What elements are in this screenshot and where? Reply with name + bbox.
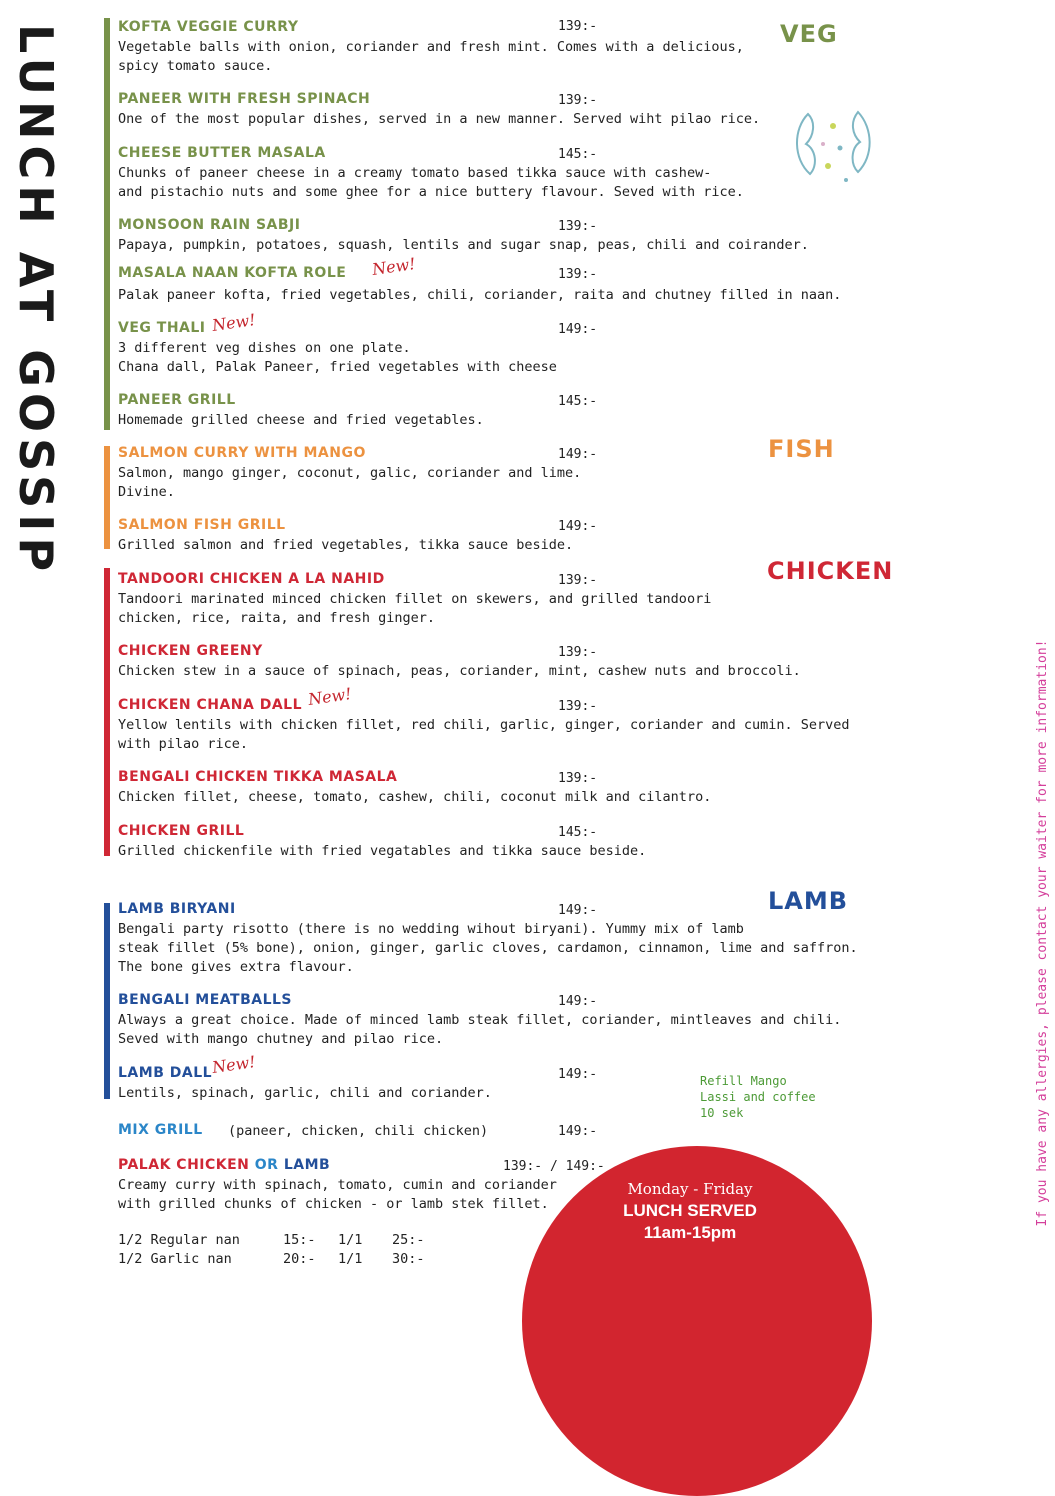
nan-full-label: 1/1 — [338, 1232, 363, 1248]
dish-price: 145:- — [558, 394, 598, 409]
nan-full-price: 30:- — [392, 1251, 425, 1267]
dish-name-palak — [118, 1157, 330, 1173]
dish-price: 145:- — [558, 147, 598, 162]
dish-description: Tandoori marinated minced chicken fillet on skewers, and grilled tandoori — [118, 591, 712, 607]
dish-note: (paneer, chicken, chili chicken) — [228, 1123, 489, 1139]
dish-price: 139:- — [558, 573, 598, 588]
dish-name: BENGALI CHICKEN TIKKA MASALA — [118, 769, 398, 785]
dish-description: with grilled chunks of chicken - or lamb stek fillet. — [118, 1196, 549, 1212]
dish-description: Papaya, pumpkin, potatoes, squash, lentils and sugar snap, peas, chili and coirander. — [118, 237, 809, 253]
dish-description: Seved with mango chutney and pilao rice. — [118, 1031, 444, 1047]
dish-description: Grilled salmon and fried vegetables, tikka sauce beside. — [118, 537, 574, 553]
dish-price: 139:- — [558, 19, 598, 34]
dish-description: Always a great choice. Made of minced lamb steak fillet, coriander, mintleaves and chili. — [118, 1012, 842, 1028]
dish-name: PANEER GRILL — [118, 392, 236, 408]
dish-price: 139:- — [558, 645, 598, 660]
dish-price: 149:- — [558, 1124, 598, 1139]
dish-price: 145:- — [558, 825, 598, 840]
dish-description: Lentils, spinach, garlic, chili and coriander. — [118, 1085, 492, 1101]
dish-name: CHICKEN GRILL — [118, 823, 245, 839]
refill-line: 10 sek — [700, 1106, 744, 1120]
dish-description: Palak paneer kofta, fried vegetables, chili, coriander, raita and chutney filled in naan. — [118, 287, 842, 303]
dish-description: 3 different veg dishes on one plate. — [118, 340, 411, 356]
dish-price: 149:- — [558, 1067, 598, 1082]
dish-price: 149:- — [558, 903, 598, 918]
dish-description: Divine. — [118, 484, 175, 500]
paisley-decoration-icon — [788, 104, 878, 192]
dish-name: LAMB DALL — [118, 1065, 213, 1081]
dish-description: Homemade grilled cheese and fried vegetables. — [118, 412, 484, 428]
dish-description: and pistachio nuts and some ghee for a nice buttery flavour. Seved with rice. — [118, 184, 744, 200]
nan-half-price: 15:- — [283, 1232, 316, 1248]
dish-name: CHICKEN GREENY — [118, 643, 263, 659]
dish-description: spicy tomato sauce. — [118, 58, 273, 74]
dish-name: MASALA NAAN KOFTA ROLE — [118, 265, 347, 281]
fish-section-bar — [104, 446, 110, 549]
dish-price: 139:- / 149:- — [503, 1159, 605, 1174]
refill-line: Lassi and coffee — [700, 1090, 816, 1104]
new-badge: New! — [210, 1052, 257, 1077]
section-heading-fish: FISH — [768, 435, 835, 463]
nan-label: 1/2 Regular nan — [118, 1232, 240, 1248]
dish-price: 139:- — [558, 267, 598, 282]
dish-description: Yellow lentils with chicken fillet, red chili, garlic, ginger, coriander and cumin. Served — [118, 717, 850, 733]
lamb-section-bar — [104, 903, 110, 1099]
dish-price: 149:- — [558, 447, 598, 462]
dish-name: PANEER WITH FRESH SPINACH — [118, 91, 371, 107]
dish-description: steak fillet (5% bone), onion, ginger, garlic cloves, cardamon, cinnamon, lime and saffron. — [118, 940, 858, 956]
nan-half-price: 20:- — [283, 1251, 316, 1267]
dish-price: 149:- — [558, 994, 598, 1009]
nan-label: 1/2 Garlic nan — [118, 1251, 232, 1267]
nan-full-price: 25:- — [392, 1232, 425, 1248]
new-badge: New! — [210, 310, 257, 335]
dish-name-part: PALAK CHICKEN — [118, 1157, 250, 1173]
section-heading-veg: VEG — [780, 20, 838, 48]
dish-name: CHICKEN CHANA DALL — [118, 697, 303, 713]
served-days: Monday - Friday — [627, 1180, 753, 1198]
dish-description: Chicken fillet, cheese, tomato, cashew, chili, coconut milk and cilantro. — [118, 789, 712, 805]
dish-name: SALMON FISH GRILL — [118, 517, 286, 533]
dish-name-part: OR — [254, 1157, 279, 1173]
dish-price: 149:- — [558, 322, 598, 337]
dish-description: with pilao rice. — [118, 736, 249, 752]
dish-name: KOFTA VEGGIE CURRY — [118, 19, 299, 35]
new-badge: New! — [370, 254, 417, 279]
dish-name: VEG THALI — [118, 320, 206, 336]
dish-name: MONSOON RAIN SABJI — [118, 217, 301, 233]
nan-full-label: 1/1 — [338, 1251, 363, 1267]
dish-description: One of the most popular dishes, served in a new manner. Served wiht pilao rice. — [118, 111, 761, 127]
dish-name: SALMON CURRY WITH MANGO — [118, 445, 366, 461]
allergy-note: If you have any allergies, please contact your waiter for more information! — [1035, 639, 1050, 1227]
served-label: LUNCH SERVED — [623, 1201, 757, 1220]
dish-name: MIX GRILL — [118, 1122, 203, 1138]
new-badge: New! — [306, 684, 353, 709]
dish-description: Salmon, mango ginger, coconut, galic, coriander and lime. — [118, 465, 582, 481]
dish-description: Creamy curry with spinach, tomato, cumin and coriander — [118, 1177, 557, 1193]
dish-description: Chana dall, Palak Paneer, fried vegetables with cheese — [118, 359, 557, 375]
refill-line: Refill Mango — [700, 1074, 787, 1088]
dish-name: LAMB BIRYANI — [118, 901, 236, 917]
dish-name: BENGALI MEATBALLS — [118, 992, 293, 1008]
served-hours: 11am-15pm — [643, 1223, 737, 1242]
dish-description: Chunks of paneer cheese in a creamy tomato based tikka sauce with cashew- — [118, 165, 712, 181]
menu-title: LUNCH AT GOSSIP — [9, 24, 63, 578]
dish-price: 139:- — [558, 771, 598, 786]
refill-note — [700, 1073, 816, 1121]
veg-section-bar — [104, 18, 110, 430]
dish-description: Chicken stew in a sauce of spinach, peas, coriander, mint, cashew nuts and broccoli. — [118, 663, 801, 679]
section-heading-lamb: LAMB — [768, 887, 849, 915]
served-badge-text — [590, 1180, 790, 1243]
dish-name-part: LAMB — [283, 1157, 331, 1173]
dish-description: Grilled chickenfile with fried vegatables and tikka sauce beside. — [118, 843, 647, 859]
dish-description: Vegetable balls with onion, coriander and fresh mint. Comes with a delicious, — [118, 39, 744, 55]
section-heading-chicken: CHICKEN — [767, 557, 894, 585]
chicken-section-bar — [104, 568, 110, 856]
dish-description: Bengali party risotto (there is no wedding wihout biryani). Yummy mix of lamb — [118, 921, 744, 937]
dish-price: 139:- — [558, 219, 598, 234]
dish-name: TANDOORI CHICKEN A LA NAHID — [118, 571, 385, 587]
dish-description: The bone gives extra flavour. — [118, 959, 354, 975]
dish-price: 139:- — [558, 699, 598, 714]
dish-description: chicken, rice, raita, and fresh ginger. — [118, 610, 435, 626]
dish-price: 139:- — [558, 93, 598, 108]
dish-name: CHEESE BUTTER MASALA — [118, 145, 326, 161]
dish-price: 149:- — [558, 519, 598, 534]
